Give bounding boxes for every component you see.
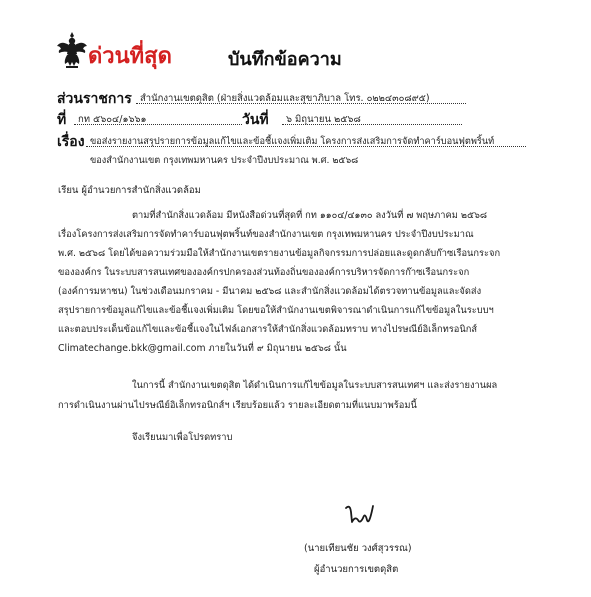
para1-line: พ.ศ. ๒๕๖๘ โดยได้ขอความร่วมมือให้สำนักงานเขตรายงานข้อมูลกิจกรรมการปล่อยและดูดกลับก๊าซเรือนกระจก: [58, 248, 501, 259]
para1-line: และตอบประเด็นข้อแก้ไขและข้อชี้แจงในไฟล์เอกสารให้สำนักสิ่งแวดล้อมทราบ ทางไปรษณีย์อิเล็กทรอนิกส์: [58, 324, 478, 335]
ref-label: ที่: [57, 112, 67, 128]
subject-line-2: ของสำนักงานเขต กรุงเทพมหานคร ประจำปีงบประมาณ พ.ศ. ๒๕๖๘: [90, 155, 359, 166]
para1-line: เรื่องโครงการส่งเสริมการจัดทำคาร์บอนฟุตพริ้นท์ของสำนักงานเขต กรุงเทพมหานคร ประจำปีงบประมาณ: [58, 229, 474, 240]
department-value: สำนักงานเขตดุสิต (ฝ่ายสิ่งแวดล้อมและสุขาภิบาล โทร. ๐๒๒๔๓๐๘๙๕): [140, 93, 430, 104]
urgency-label: ด่วนที่สุด: [88, 44, 172, 69]
memo-title: บันทึกข้อความ: [228, 49, 342, 70]
para2-line: ในการนี้ สำนักงานเขตดุสิต ได้ดำเนินการแก้ไขข้อมูลในระบบสารสนเทศฯ และส่งรายงานผล: [132, 380, 498, 391]
para2-line: การดำเนินงานผ่านไปรษณีย์อิเล็กทรอนิกส์ฯ เรียบร้อยแล้ว รายละเอียดตามที่แนบมาพร้อมนี้: [58, 400, 417, 411]
signer-title: ผู้อำนวยการเขตดุสิต: [314, 564, 399, 575]
date-value: ๖ มิถุนายน ๒๕๖๘: [286, 114, 361, 125]
signature-mark: [343, 502, 379, 528]
subject-label: เรื่อง: [57, 134, 85, 150]
para1-line: (องค์การมหาชน) ในช่วงเดือนมกราคม - มีนาคม ๒๕๖๘ และสำนักสิ่งแวดล้อมได้ตรวจทานข้อมูลและจัดส่ง: [58, 286, 482, 297]
subject-line-1: ขอส่งรายงานสรุปรายการข้อมูลแก้ไขและข้อชี้แจงเพิ่มเติม โครงการส่งเสริมการจัดทำคาร์บอนฟุตพริ้นท์: [90, 136, 495, 147]
garuda-emblem-icon: [55, 30, 89, 70]
closing-line: จึงเรียนมาเพื่อโปรดทราบ: [132, 432, 233, 443]
date-label: วันที่: [242, 112, 269, 128]
para1-line: ตามที่สำนักสิ่งแวดล้อม มีหนังสือด่วนที่สุดที่ กท ๑๑๐๔/๔๑๓๐ ลงวันที่ ๗ พฤษภาคม ๒๕๖๘: [132, 210, 488, 221]
ref-value: กท ๕๖๐๔/๑๖๖๑: [78, 114, 147, 125]
department-label: ส่วนราชการ: [57, 91, 132, 107]
para1-line: สรุปรายการข้อมูลแก้ไขและข้อชี้แจงเพิ่มเติม โดยขอให้สำนักงานเขตพิจารณาดำเนินการแก้ไขข้อมูลในระบบฯ: [58, 305, 494, 316]
para1-line: ขององค์กร ในระบบสารสนเทศขององค์กรปกครองส่วนท้องถิ่นขององค์การบริหารจัดการก๊าซเรือนกระจก: [58, 267, 470, 278]
salutation: เรียน ผู้อำนวยการสำนักสิ่งแวดล้อม: [58, 185, 201, 196]
signer-name: (นายเทียนชัย วงศ์สุวรรณ): [304, 543, 412, 554]
para1-line: Climatechange.bkk@gmail.com ภายในวันที่ ๙ มิถุนายน ๒๕๖๘ นั้น: [58, 343, 347, 354]
